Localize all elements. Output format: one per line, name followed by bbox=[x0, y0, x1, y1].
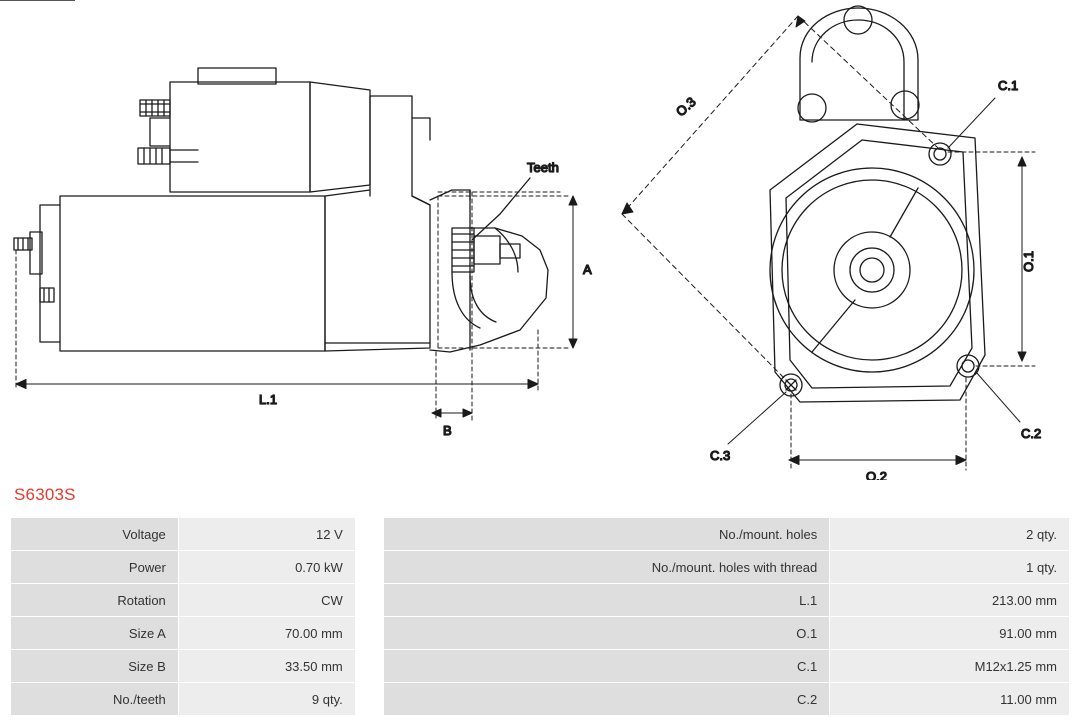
table-row bbox=[11, 683, 1070, 716]
column-spacer bbox=[355, 551, 383, 584]
column-spacer bbox=[355, 617, 383, 650]
spec-value: 70.00 mm bbox=[178, 617, 355, 650]
spec-value: 33.50 mm bbox=[178, 650, 355, 683]
spec-value: 11.00 mm bbox=[830, 683, 1070, 716]
table-row bbox=[11, 584, 1070, 617]
table-row bbox=[11, 551, 1070, 584]
teeth-label: Teeth bbox=[527, 160, 559, 175]
dim-b bbox=[432, 352, 472, 418]
spec-label: O.1 bbox=[384, 617, 830, 650]
spec-value: 9 qty. bbox=[178, 683, 355, 716]
column-spacer bbox=[355, 683, 383, 716]
spec-label: No./mount. holes bbox=[384, 518, 830, 551]
spec-label: No./teeth bbox=[11, 683, 179, 716]
spec-label: C.1 bbox=[384, 650, 830, 683]
dim-a-label: A bbox=[583, 262, 592, 277]
spec-label: Size A bbox=[11, 617, 179, 650]
spec-value: CW bbox=[178, 584, 355, 617]
table-row bbox=[11, 650, 1070, 683]
dim-o1-label: O.1 bbox=[1021, 251, 1036, 272]
dim-c2 bbox=[976, 372, 1020, 422]
dim-c1 bbox=[948, 98, 995, 148]
dim-c1-label: C.1 bbox=[998, 78, 1019, 93]
part-code: S6303S bbox=[14, 485, 76, 504]
spec-label: Power bbox=[11, 551, 179, 584]
dim-o2 bbox=[789, 378, 966, 470]
dim-o3-label: O.3 bbox=[672, 94, 699, 120]
spec-value: 213.00 mm bbox=[830, 584, 1070, 617]
teeth-callout bbox=[472, 178, 530, 240]
spec-label: L.1 bbox=[384, 584, 830, 617]
dim-o3 bbox=[622, 16, 938, 384]
specifications-table bbox=[10, 517, 1070, 716]
dim-c3 bbox=[728, 392, 786, 444]
table-row bbox=[11, 617, 1070, 650]
starter-end-view bbox=[770, 6, 985, 402]
column-spacer bbox=[355, 584, 383, 617]
dim-c3-label: C.3 bbox=[710, 448, 731, 463]
spec-label: Voltage bbox=[11, 518, 179, 551]
dim-l1-label: L.1 bbox=[259, 392, 278, 407]
column-spacer bbox=[355, 650, 383, 683]
spec-value: M12x1.25 mm bbox=[830, 650, 1070, 683]
spec-label: C.2 bbox=[384, 683, 830, 716]
spec-value: 91.00 mm bbox=[830, 617, 1070, 650]
dim-o2-label: O.2 bbox=[866, 469, 887, 480]
starter-side-view bbox=[14, 68, 548, 352]
spec-value: 2 qty. bbox=[830, 518, 1070, 551]
dim-l1 bbox=[16, 250, 538, 390]
table-row bbox=[11, 518, 1070, 551]
spec-value: 0.70 kW bbox=[178, 551, 355, 584]
column-spacer bbox=[355, 518, 383, 551]
spec-label: Rotation bbox=[11, 584, 179, 617]
spec-label: No./mount. holes with thread bbox=[384, 551, 830, 584]
spec-value: 1 qty. bbox=[830, 551, 1070, 584]
dim-c2-label: C.2 bbox=[1021, 426, 1042, 441]
dim-b-label: B bbox=[443, 423, 452, 438]
spec-label: Size B bbox=[11, 650, 179, 683]
drive-end-box bbox=[438, 192, 560, 420]
spec-value: 12 V bbox=[178, 518, 355, 551]
